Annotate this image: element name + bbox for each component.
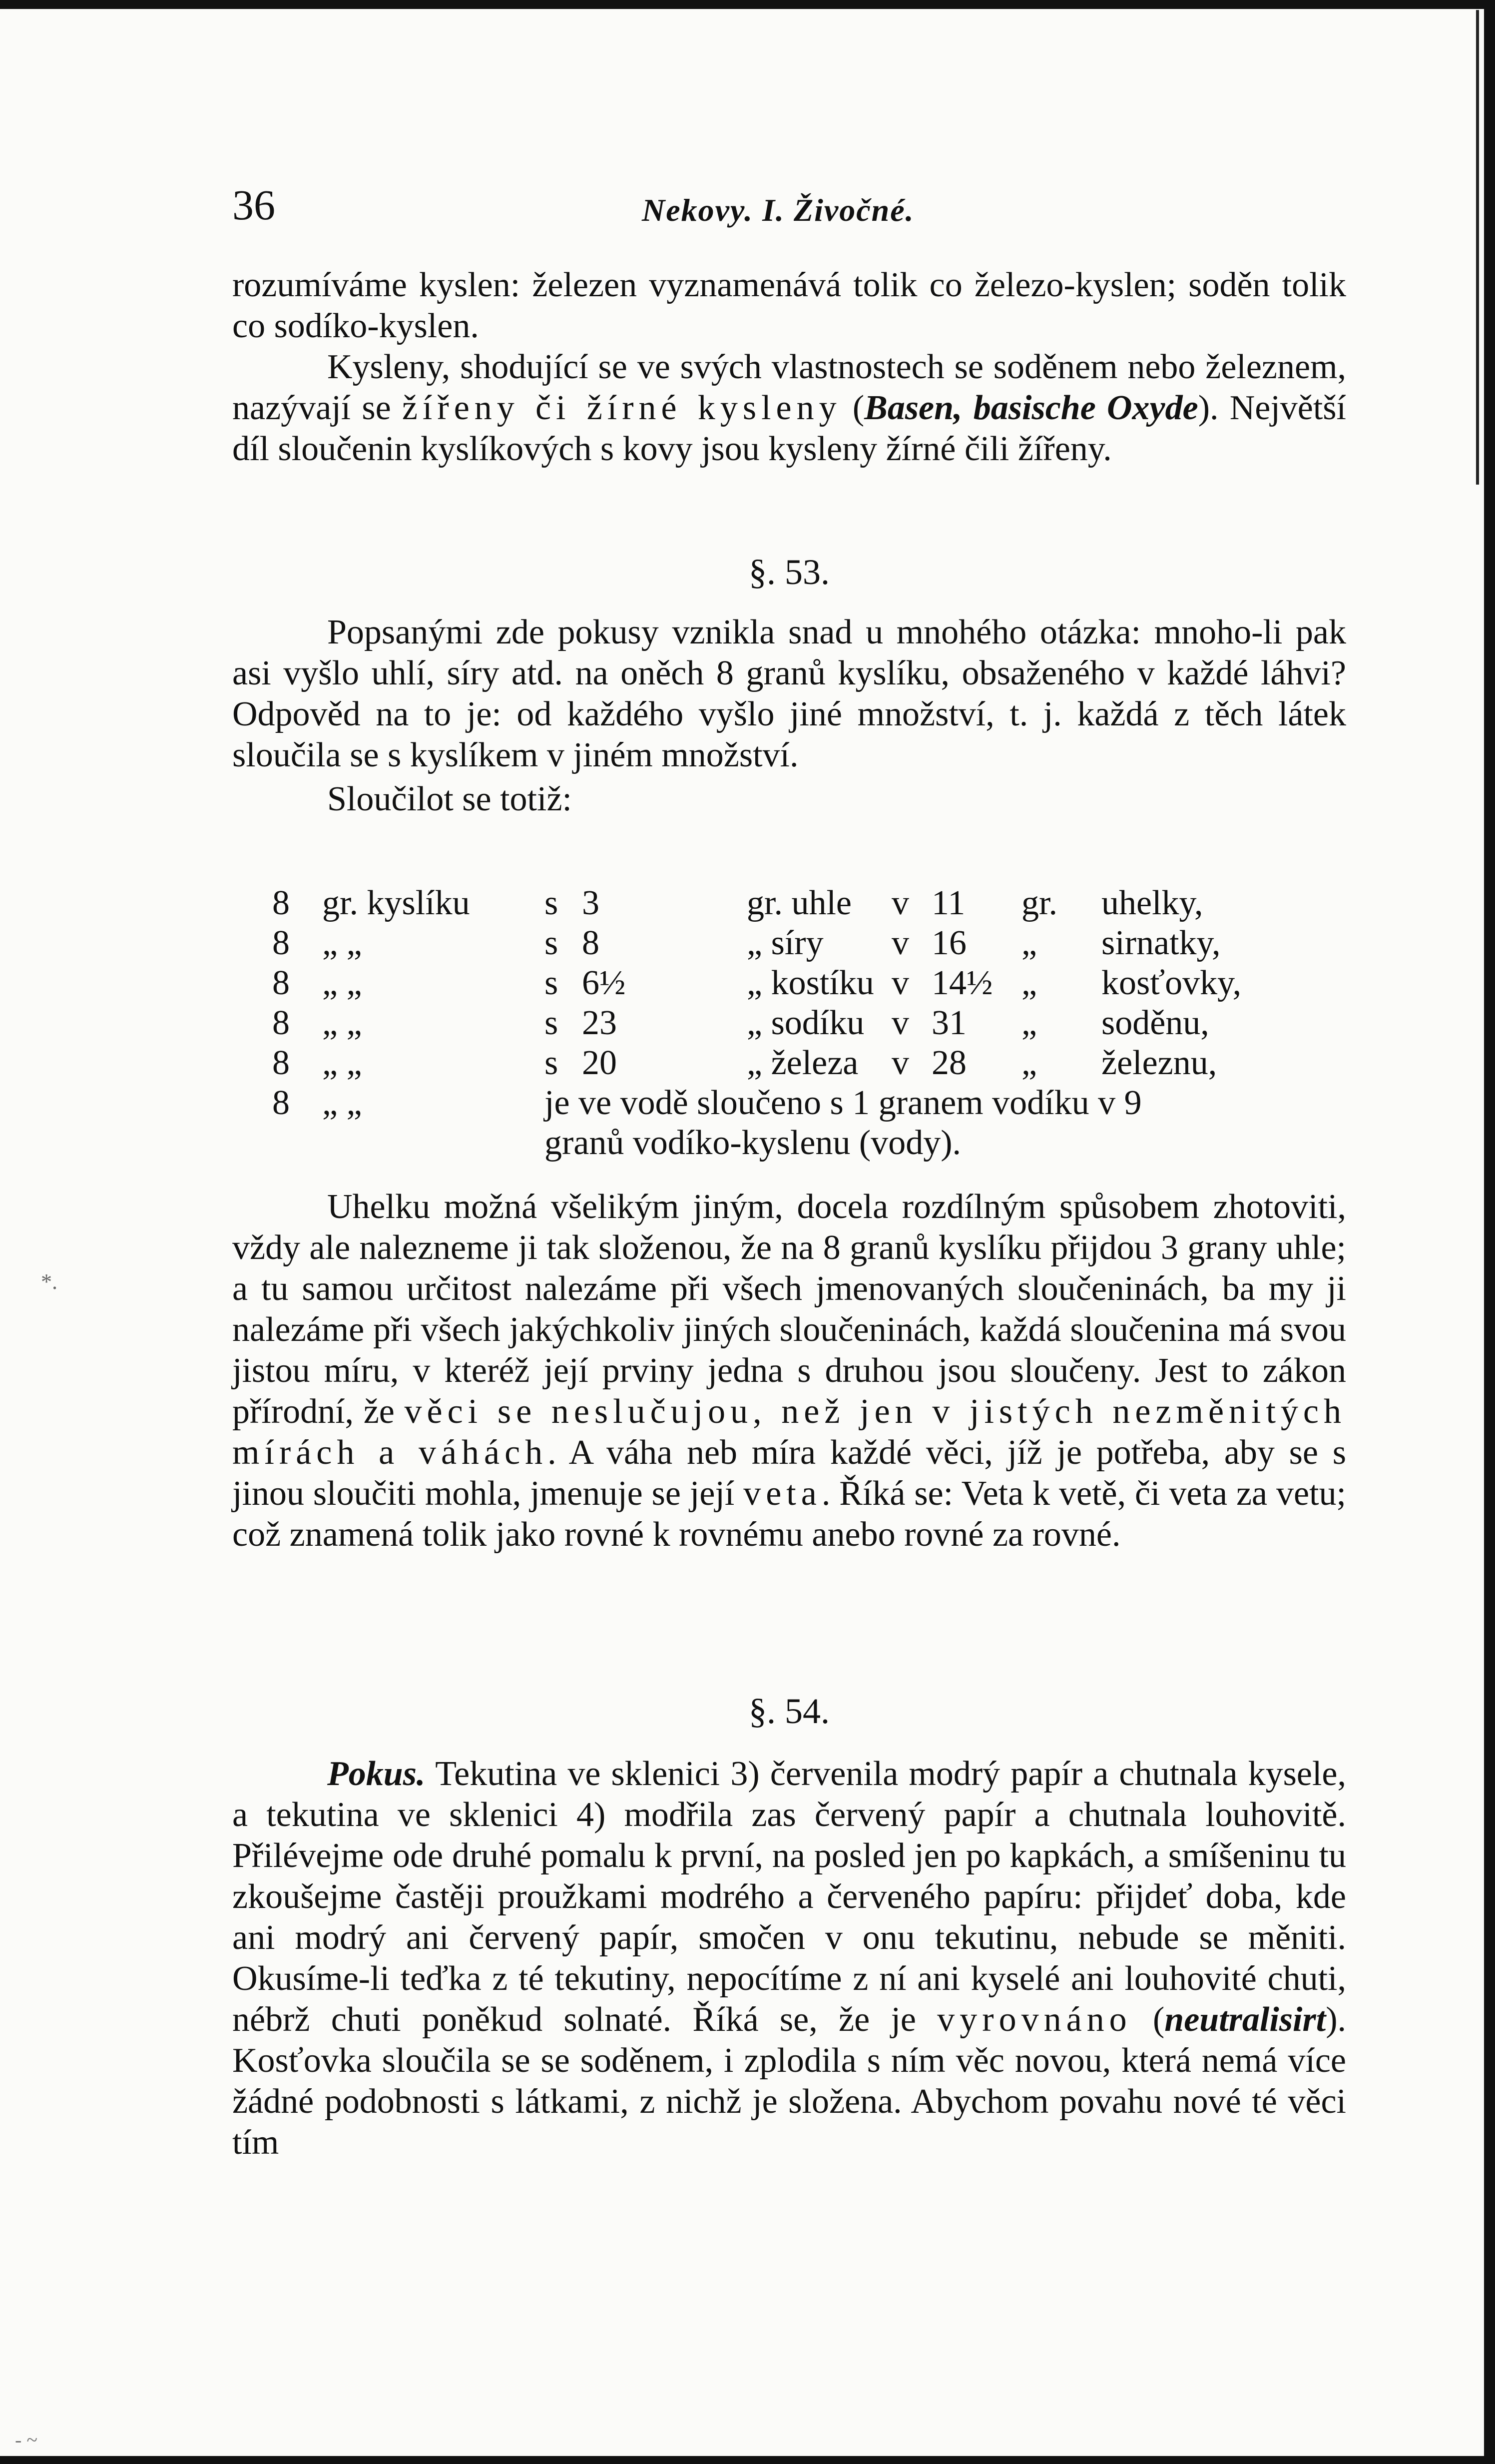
- section-53-text-cont: [232, 1187, 1346, 1555]
- table-cell: 8: [582, 924, 599, 962]
- table-cell: v: [892, 1044, 909, 1082]
- table-cell: 8: [272, 924, 290, 962]
- table-row: [272, 963, 1351, 1003]
- corner-mark: - ~: [15, 2429, 37, 2451]
- margin-mark: *.: [41, 1269, 57, 1294]
- table-row: [272, 883, 1351, 923]
- table-cell: 31: [932, 1004, 967, 1042]
- scan-edge-right: [1484, 0, 1495, 2464]
- spaced-term: veta: [743, 1474, 822, 1513]
- table-cell: gr. uhle: [747, 884, 852, 922]
- spaced-law: věci se neslučujou, než jen v jistých nezměnitých mírách a váhách: [232, 1392, 1347, 1472]
- table-cell: „ kostíku: [747, 964, 874, 1002]
- table-cell: „ sodíku: [747, 1004, 865, 1042]
- table-cell: železnu,: [1101, 1044, 1217, 1082]
- text-run: Tekutina ve sklenici 3) červenila modrý papír a chutnala kysele, a tekutina ve sklenici 4) modřila zas červený papír a chutnala louhovitě. Přilévejme ode druhé pomalu k první, na posled jen po kapkách, a smíšeninu tu zkoušejme častěji proužkami modrého a červeného papíru: přijdeť doba, kde ani modrý ani červený papír, smočen v onu tekutinu, nebude se měniti. Okusíme-li teďka z té tekutiny, nepocítíme z ní ani kyselé ani louhovité chuti, nébrž chuti poněkud solnaté. Říká se, že je: [232, 1755, 1346, 2039]
- table-cell: gr. kyslíku: [322, 884, 470, 922]
- table-cell: „ „: [322, 1044, 362, 1082]
- opening-text: [232, 265, 1346, 470]
- table-cell: s: [544, 1044, 558, 1082]
- section-heading-53: §. 53.: [749, 552, 830, 592]
- table-cell: „: [1021, 964, 1037, 1002]
- table-cell: 8: [272, 964, 290, 1002]
- table-cell: „: [1021, 1004, 1037, 1042]
- table-row: [272, 923, 1351, 963]
- text-run: Uhelku možná všelikým jiným, docela rozdílným spůsobem zhotoviti, vždy ale nalezneme ji tak složenou, že na 8 granů kyslíku přijdou 3 grany uhle; a tu samou určitost nalezáme při všech jmenovaných sloučeninách, ba my ji nalezáme při všech jakýchkoliv jiných sloučeninách, každá sloučenina má svou jistou míru, v kteréž její prviny jedna s druhou jsou sloučeny. Jest to zákon přírodní, že: [232, 1188, 1346, 1431]
- section-54-text: [232, 1754, 1346, 2163]
- table-cell: „ „: [322, 1084, 362, 1122]
- table-cell: kosťovky,: [1101, 964, 1242, 1002]
- table-cell: je ve vodě sloučeno s 1 granem vodíku v 9: [544, 1084, 1142, 1122]
- section-heading-54: §. 54.: [749, 1691, 830, 1731]
- german-term: Basen, basische Oxyde: [864, 389, 1198, 427]
- table-cell: v: [892, 884, 909, 922]
- table-cell: s: [544, 1004, 558, 1042]
- text-run: (: [1131, 2000, 1165, 2039]
- table-cell: 8: [272, 884, 290, 922]
- table-cell: 8: [272, 1004, 290, 1042]
- table-cell: soděnu,: [1101, 1004, 1209, 1042]
- table-cell: „ síry: [747, 924, 824, 962]
- running-head: Nekovy. I. Živočné.: [642, 192, 915, 228]
- table-cell: 8: [272, 1044, 290, 1082]
- paragraph: rozumíváme kyslen: železen vyznamenává tolik co železo-kyslen; soděn tolik co sodíko-kyslen.: [232, 266, 1346, 345]
- table-row: [272, 1043, 1351, 1083]
- german-term: neutralisirt: [1164, 2000, 1326, 2039]
- spaced-term: žířeny či žírné kysleny: [402, 389, 842, 427]
- table-cell: v: [892, 964, 909, 1002]
- scan-edge-bottom: [0, 2456, 1495, 2464]
- paragraph: [232, 1754, 1346, 2163]
- table-cell: 11: [932, 884, 966, 922]
- table-cell: sirnatky,: [1101, 924, 1221, 962]
- table-cell: 28: [932, 1044, 967, 1082]
- table-cell: gr.: [1021, 884, 1057, 922]
- text-run: ). Největší díl sloučenin kyslíkových s kovy jsou kysleny žírné čili žířeny.: [232, 389, 1346, 468]
- table-cell: uhelky,: [1101, 884, 1203, 922]
- text-run: . Říká se: Veta k vetě, či veta za vetu; což znamená tolik jako rovné k rovnému anebo rovné za rovné.: [232, 1474, 1346, 1554]
- text-run: (: [841, 389, 865, 427]
- table-cell: granů vodíko-kyslenu (vody).: [544, 1124, 962, 1162]
- table-cell: „ „: [322, 964, 362, 1002]
- text-run: ). Kosťovka sloučila se se soděnem, i zplodila s ním věc novou, která nemá více žádné podobnosti s látkami, z nichž je složena. Abychom povahu nové té věci tím: [232, 2000, 1347, 2162]
- spaced-term: vyrovnáno: [937, 2000, 1132, 2039]
- page-header: [232, 177, 1356, 237]
- table-cell: v: [892, 1004, 909, 1042]
- table-row: [272, 1003, 1351, 1043]
- table-cell: 20: [582, 1044, 617, 1082]
- paragraph: Popsanými zde pokusy vznikla snad u mnohého otázka: mnoho-li pak asi vyšlo uhlí, síry atd. na oněch 8 granů kyslíku, obsaženého v každé láhvi? Odpověd na to je: od každého vyšlo jiné množství, t. j. každá z těch látek sloučila se s kyslíkem v jiném množství.: [232, 613, 1346, 774]
- table-cell: 16: [932, 924, 967, 962]
- table-cell: 14½: [932, 964, 993, 1002]
- text-run: Kysleny, shodující se ve svých vlastnostech se soděnem nebo železnem, nazývají se: [232, 348, 1346, 427]
- table-cell: 8: [272, 1084, 290, 1122]
- table-cell: 23: [582, 1004, 617, 1042]
- table-cell: 3: [582, 884, 599, 922]
- table-cell: „ železa: [747, 1044, 859, 1082]
- table-row-continuation: [272, 1123, 1351, 1163]
- table-cell: „ „: [322, 924, 362, 962]
- paragraph: Sloučilot se totiž:: [327, 780, 572, 818]
- table-cell: s: [544, 884, 558, 922]
- table-cell: „ „: [322, 1004, 362, 1042]
- table-cell: s: [544, 924, 558, 962]
- table-cell: „: [1021, 924, 1037, 962]
- scan-margin-line: [1476, 10, 1479, 485]
- text-run: . A váha neb míra každé věci, jíž je potřeba, aby se s jinou sloučiti mohla, jmenuje se její: [232, 1433, 1347, 1513]
- scan-edge-top: [0, 0, 1495, 9]
- paragraph: [232, 347, 1346, 470]
- table-cell: 6½: [582, 964, 626, 1002]
- table-cell: „: [1021, 1044, 1037, 1082]
- lead-word: Pokus.: [327, 1755, 426, 1793]
- section-53-text: [232, 612, 1346, 820]
- page-number: 36: [232, 181, 275, 229]
- table-cell: s: [544, 964, 558, 1002]
- table-row: [272, 1083, 1351, 1123]
- paragraph: [232, 1187, 1346, 1555]
- table-cell: v: [892, 924, 909, 962]
- compound-table: [272, 883, 1351, 1163]
